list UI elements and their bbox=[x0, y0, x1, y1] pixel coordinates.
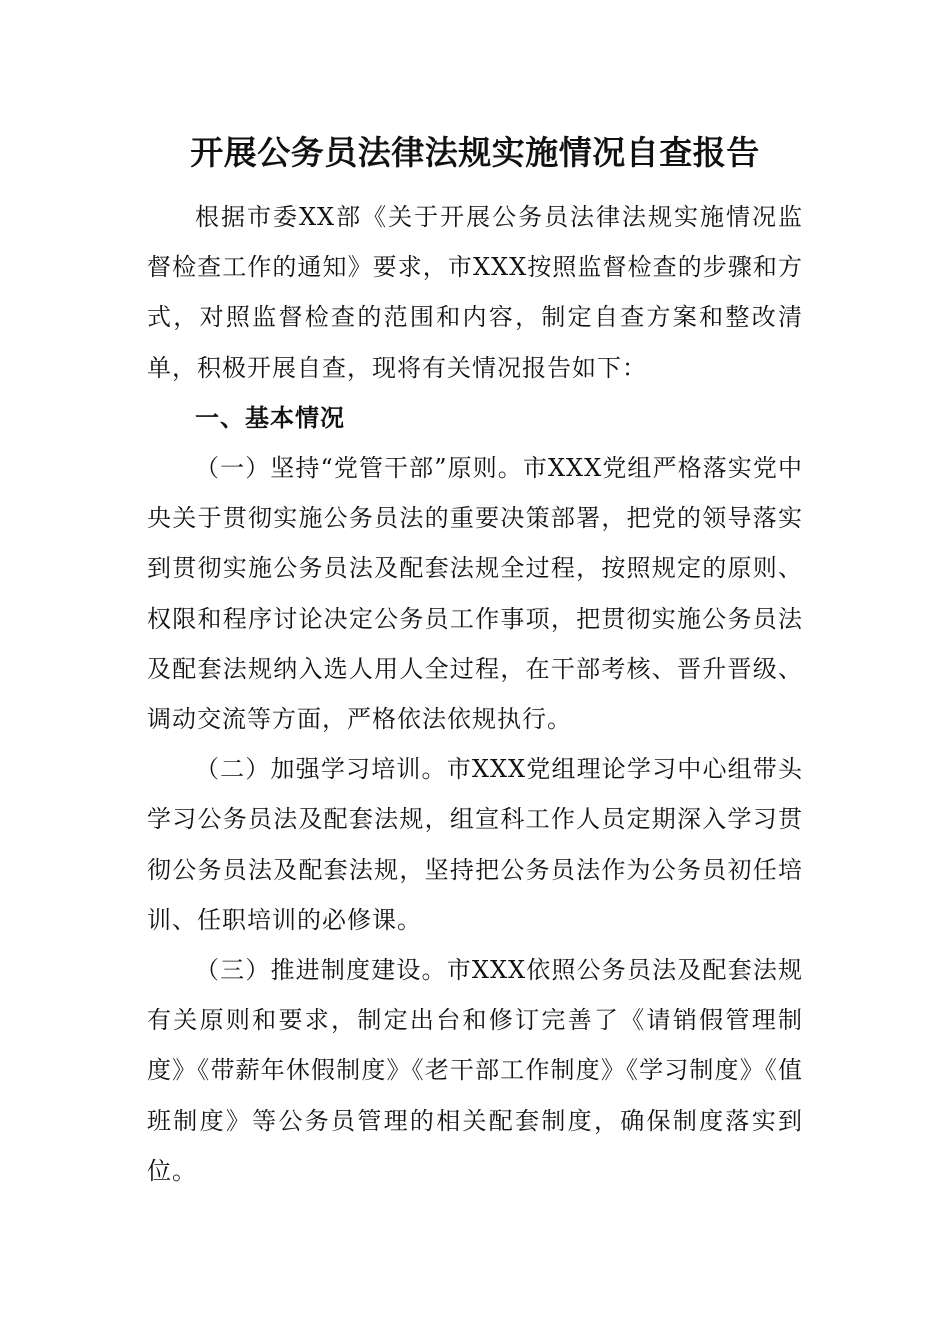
paragraph-study-training: （二）加强学习培训。市XXX党组理论学习中心组带头学习公务员法及配套法规，组宣科工作人员定期深入学习贯彻公务员法及配套法规，坚持把公务员法作为公务员初任培训、任职培训的必修课。 bbox=[147, 755, 803, 934]
paragraph-party-management: （一）坚持“党管干部”原则。市XXX党组严格落实党中央关于贯彻实施公务员法的重要决策部署，把党的领导落实到贯彻实施公务员法及配套法规全过程，按照规定的原则、权限和程序讨论决定公务员工作事项，把贯彻实施公务员法及配套法规纳入选人用人全过程，在干部考核、晋升晋级、调动交流等方面，严格依法依规执行。 bbox=[147, 454, 803, 734]
section-heading-basic-situation: 一、基本情况 bbox=[195, 403, 345, 432]
intro-paragraph: 根据市委XX部《关于开展公务员法律法规实施情况监督检查工作的通知》要求，市XXX按照监督检查的步骤和方式，对照监督检查的范围和内容，制定自查方案和整改清单，积极开展自查，现将有关情况报告如下： bbox=[147, 203, 803, 382]
document-title: 开展公务员法律法规实施情况自查报告 bbox=[190, 133, 760, 172]
paragraph-system-building: （三）推进制度建设。市XXX依照公务员法及配套法规有关原则和要求，制定出台和修订完善了《请销假管理制度》《带薪年休假制度》《老干部工作制度》《学习制度》《值班制度》等公务员管理的相关配套制度，确保制度落实到位。 bbox=[147, 956, 803, 1185]
